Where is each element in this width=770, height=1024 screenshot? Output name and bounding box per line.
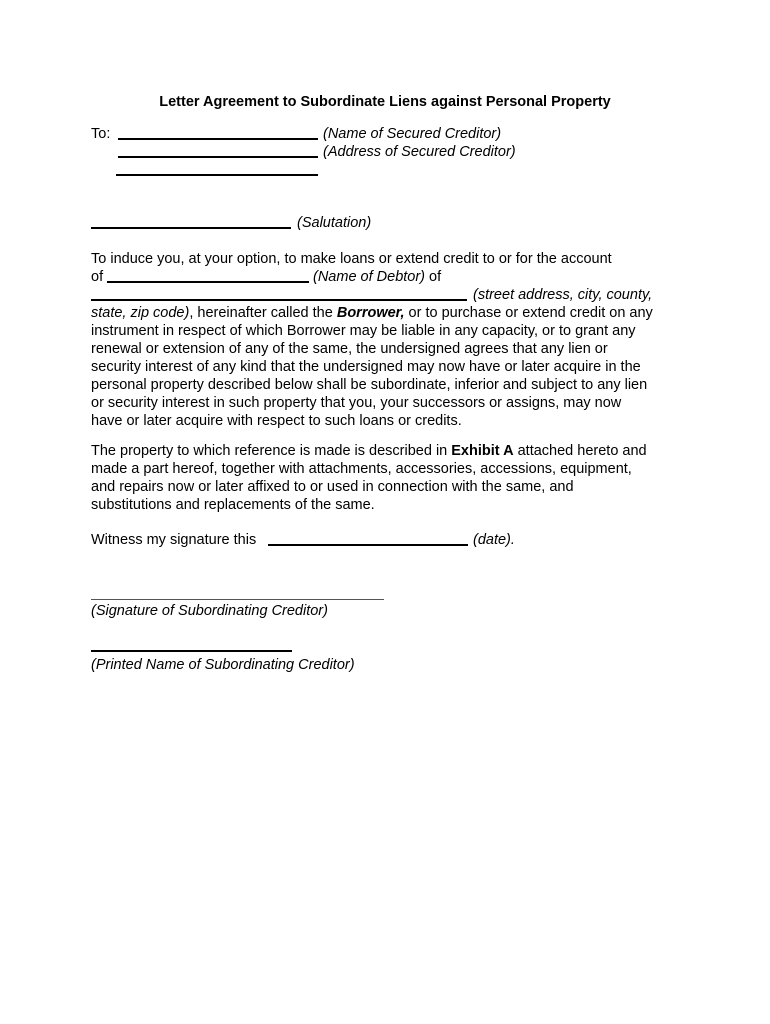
signature-caption: (Signature of Subordinating Creditor) bbox=[91, 603, 328, 619]
para2-line4: substitutions and replacements of the same. bbox=[91, 497, 375, 513]
para1-of: of bbox=[91, 269, 104, 285]
para1-line4-rest: or to purchase or extend credit on any bbox=[404, 305, 653, 321]
para2-after-exhibit: attached hereto and bbox=[513, 443, 647, 459]
printed-name-line[interactable] bbox=[91, 650, 292, 652]
para2-line3: and repairs now or later affixed to or used in connection with the same, and bbox=[91, 479, 574, 495]
para2-start: The property to which reference is made is described in bbox=[91, 443, 452, 459]
salutation-blank[interactable] bbox=[91, 227, 291, 229]
document-title: Letter Agreement to Subordinate Liens against Personal Property bbox=[159, 94, 611, 110]
to-label: To: bbox=[91, 126, 111, 142]
debtor-name-caption: (Name of Debtor) bbox=[313, 269, 426, 285]
street-address-caption: (street address, city, county, bbox=[473, 287, 653, 303]
witness-date-caption: (date). bbox=[473, 532, 515, 548]
printed-name-caption: (Printed Name of Subordinating Creditor) bbox=[91, 657, 355, 673]
borrower-term: Borrower, bbox=[336, 305, 405, 321]
witness-date-blank[interactable] bbox=[268, 544, 468, 546]
debtor-address-blank[interactable] bbox=[91, 299, 467, 301]
para1-line6: renewal or extension of any of the same, the undersigned agrees that any lien or bbox=[91, 341, 608, 357]
para1-line8: personal property described below shall be subordinate, inferior and subject to any lien bbox=[91, 377, 648, 393]
signature-line[interactable] bbox=[91, 599, 384, 600]
secured-creditor-name-blank[interactable] bbox=[118, 138, 318, 140]
secured-creditor-name-caption: (Name of Secured Creditor) bbox=[323, 126, 502, 142]
para1-line10: have or later acquire with respect to such loans or credits. bbox=[91, 413, 462, 429]
para1-line9: or security interest in such property that you, your successors or assigns, may now bbox=[91, 395, 622, 411]
para1-line4 bbox=[91, 304, 653, 322]
exhibit-term: Exhibit A bbox=[451, 443, 514, 459]
para2-line2: made a part hereof, together with attachments, accessories, accessions, equipment, bbox=[91, 461, 632, 477]
of-after-debtor: of bbox=[429, 269, 442, 285]
hereinafter-text: , hereinafter called the bbox=[189, 305, 337, 321]
witness-text: Witness my signature this bbox=[91, 532, 257, 548]
para2-line1 bbox=[91, 442, 647, 460]
secured-creditor-address-caption: (Address of Secured Creditor) bbox=[323, 144, 516, 160]
para1-line7: security interest of any kind that the undersigned may now have or later acquire in the bbox=[91, 359, 641, 375]
debtor-name-blank[interactable] bbox=[107, 281, 309, 283]
secured-creditor-address-blank-2[interactable] bbox=[116, 174, 318, 176]
para1-line1: To induce you, at your option, to make loans or extend credit to or for the account bbox=[91, 251, 612, 267]
salutation-caption: (Salutation) bbox=[297, 215, 372, 231]
state-zip-caption: state, zip code) bbox=[91, 305, 190, 321]
to-line bbox=[91, 125, 110, 143]
para1-line5: instrument in respect of which Borrower may be liable in any capacity, or to grant any bbox=[91, 323, 636, 339]
secured-creditor-address-blank-1[interactable] bbox=[118, 156, 318, 158]
debtor-caption-line bbox=[313, 268, 441, 286]
